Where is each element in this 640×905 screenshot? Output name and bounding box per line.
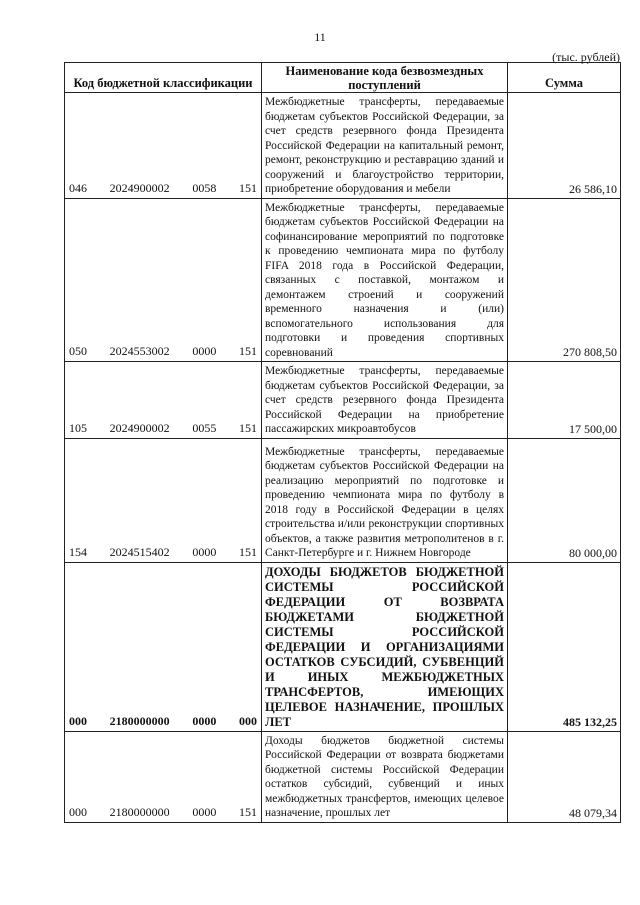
code-economic: 151 <box>238 804 257 819</box>
income-name-cell: Межбюджетные трансферты, передаваемые бюджетам субъектов Российской Федерации, за счет средств резервного фонда Президента Российской Федерации на капитальный ремонт, ремонт, реконструкцию и реставрацию зданий и сооружений и благоустройство территории, приобретение оборудования и мебели <box>262 93 508 199</box>
page-number: 11 <box>314 30 326 44</box>
code-main: 2180000000 <box>109 804 170 819</box>
table-row <box>65 198 621 362</box>
amount-cell: 48 079,34 <box>508 731 621 822</box>
budget-code-cell <box>65 198 262 362</box>
code-program: 0058 <box>192 180 217 195</box>
code-program: 0055 <box>192 420 217 435</box>
income-name-cell: Межбюджетные трансферты, передаваемые бюджетам субъектов Российской Федерации на софинансирование мероприятий по подготовке к проведению чемпионата мира по футболу FIFA 2018 года в Российской Федерации, связанных с поставкой, монтажом и демонтажем строений и сооружений временного назначения и (или) вспомогательного использования для подготовки и проведения спортивных соревнований <box>262 198 508 362</box>
unit-note: (тыс. рублей) <box>552 50 620 64</box>
code-admin: 154 <box>69 544 87 559</box>
budget-code-cell <box>65 362 262 439</box>
header-sum: Сумма <box>508 63 621 93</box>
budget-table <box>64 62 621 823</box>
table-row <box>65 362 621 439</box>
budget-code-cell <box>65 562 262 731</box>
code-admin: 105 <box>69 420 87 435</box>
amount-cell: 270 808,50 <box>508 198 621 362</box>
code-main: 2024900002 <box>109 180 170 195</box>
budget-code-cell <box>65 93 262 199</box>
income-name-cell: Доходы бюджетов бюджетной системы Российской Федерации от возврата бюджетами бюджетной системы Российской Федерации остатков субсидий, субвенций и иных межбюджетных трансфертов, имеющих целевое назначение, прошлых лет <box>262 731 508 822</box>
code-program: 0000 <box>192 713 217 728</box>
code-admin: 050 <box>69 344 87 358</box>
amount-cell: 485 132,25 <box>508 562 621 731</box>
budget-code-cell <box>65 731 262 822</box>
code-main: 2180000000 <box>109 713 170 728</box>
table-row <box>65 562 621 731</box>
income-name-cell: Межбюджетные трансферты, передаваемые бюджетам субъектов Российской Федерации на реализацию мероприятий по подготовке и проведению чемпионата мира по футболу в 2018 году в Российской Федерации в целях строительства и/или реконструкции спортивных объектов, а также развития метрополитенов в г. Санкт-Петербурге и г. Нижнем Новгороде <box>262 438 508 562</box>
code-program: 0000 <box>192 544 217 559</box>
amount-cell: 80 000,00 <box>508 438 621 562</box>
code-program: 0000 <box>192 344 217 358</box>
income-name-cell: Межбюджетные трансферты, передаваемые бюджетам субъектов Российской Федерации, за счет средств резервного фонда Президента Российской Федерации на приобретение пассажирских микроавтобусов <box>262 362 508 439</box>
code-economic: 151 <box>238 180 257 195</box>
code-program: 0000 <box>192 804 217 819</box>
income-name-cell: ДОХОДЫ БЮДЖЕТОВ БЮДЖЕТНОЙ СИСТЕМЫ РОССИЙСКОЙ ФЕДЕРАЦИИ ОТ ВОЗВРАТА БЮДЖЕТАМИ БЮДЖЕТНОЙ СИСТЕМЫ РОССИЙСКОЙ ФЕДЕРАЦИИ И ОРГАНИЗАЦИЯМИ ОСТАТКОВ СУБСИДИЙ, СУБВЕНЦИЙ И ИНЫХ МЕЖБЮДЖЕТНЫХ ТРАНСФЕРТОВ, ИМЕЮЩИХ ЦЕЛЕВОЕ НАЗНАЧЕНИЕ, ПРОШЛЫХ ЛЕТ <box>262 562 508 731</box>
amount-cell: 17 500,00 <box>508 362 621 439</box>
code-main: 2024515402 <box>109 544 170 559</box>
table-row <box>65 438 621 562</box>
table-row <box>65 93 621 199</box>
budget-code-cell <box>65 438 262 562</box>
header-code: Код бюджетной классификации <box>65 63 262 93</box>
code-main: 2024553002 <box>109 344 170 358</box>
code-admin: 000 <box>69 804 87 819</box>
code-admin: 046 <box>69 180 87 195</box>
code-main: 2024900002 <box>109 420 170 435</box>
code-admin: 000 <box>69 713 87 728</box>
code-economic: 151 <box>238 420 257 435</box>
table-row <box>65 731 621 822</box>
amount-cell: 26 586,10 <box>508 93 621 199</box>
code-economic: 151 <box>238 344 257 358</box>
code-economic: 000 <box>238 713 257 728</box>
header-name: Наименование кода безвозмездных поступлений <box>262 63 508 93</box>
code-economic: 151 <box>238 544 257 559</box>
